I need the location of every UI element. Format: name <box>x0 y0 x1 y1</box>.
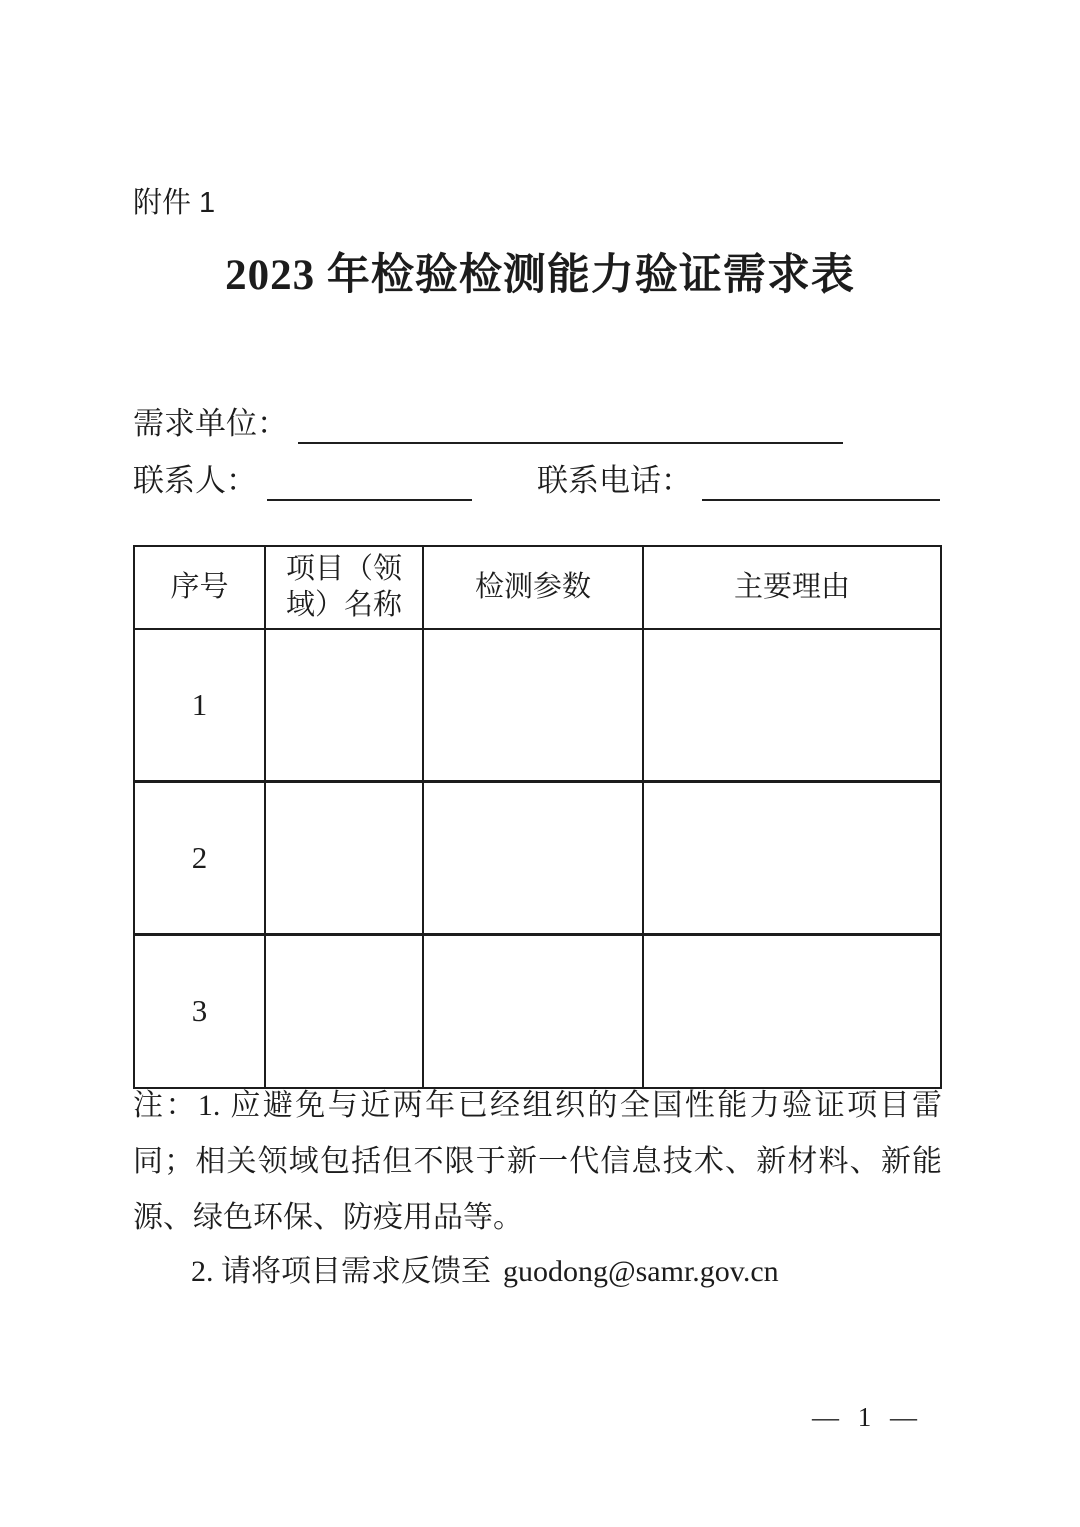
test-parameters-cell <box>423 629 643 782</box>
page-title: 2023 年检验检测能力验证需求表 <box>225 252 855 299</box>
project-name-cell <box>265 935 423 1088</box>
demand-table <box>133 545 942 1089</box>
main-reason-cell <box>643 935 941 1088</box>
note-2-text: 2. 请将项目需求反馈至 <box>191 1255 491 1288</box>
contact-phone-group <box>537 455 940 501</box>
contact-person-blank-line <box>267 455 472 501</box>
contact-phone-blank-line <box>702 455 940 501</box>
attachment-label: 附件 1 <box>133 187 216 219</box>
main-reason-cell <box>643 629 941 782</box>
contact-phone-label: 联系电话： <box>537 463 692 498</box>
page-number: — 1 — <box>812 1402 918 1432</box>
project-name-cell <box>265 629 423 782</box>
contact-row <box>133 455 940 501</box>
test-parameters-cell <box>423 782 643 935</box>
table-header-seq: 序号 <box>134 546 265 629</box>
table-header-reason: 主要理由 <box>643 546 941 629</box>
contact-person-group <box>133 455 472 501</box>
table-header-row <box>134 546 941 629</box>
row-number: 3 <box>134 935 265 1088</box>
note-1: 注：1. 应避免与近两年已经组织的全国性能力验证项目雷同；相关领域包括但不限于新一代信息技术、新材料、新能源、绿色环保、防疫用品等。 <box>133 1089 942 1234</box>
table-row <box>134 935 941 1088</box>
contact-person-label: 联系人： <box>133 463 257 498</box>
test-parameters-cell <box>423 935 643 1088</box>
table-row <box>134 782 941 935</box>
demand-unit-blank-line <box>298 398 843 444</box>
demand-unit-row <box>133 398 940 444</box>
demand-unit-label: 需求单位： <box>133 406 288 441</box>
row-number: 1 <box>134 629 265 782</box>
row-number: 2 <box>134 782 265 935</box>
table-header-project: 项目（领域）名称 <box>265 546 423 629</box>
project-name-cell <box>265 782 423 935</box>
feedback-email: guodong@samr.gov.cn <box>503 1255 779 1288</box>
main-reason-cell <box>643 782 941 935</box>
table-header-parameters: 检测参数 <box>423 546 643 629</box>
table-row <box>134 629 941 782</box>
note-2 <box>133 1244 942 1300</box>
